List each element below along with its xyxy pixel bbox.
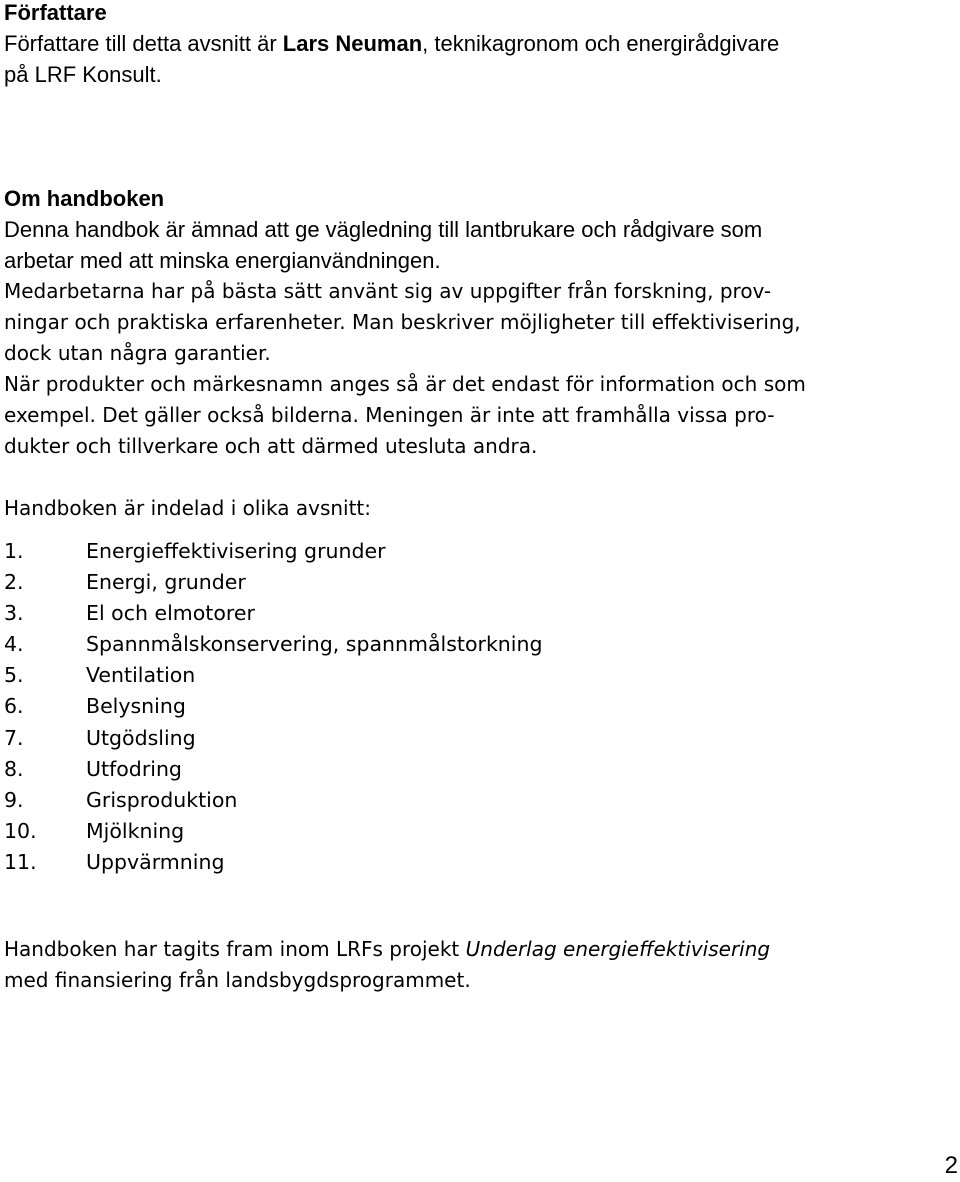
sections-list	[4, 536, 543, 878]
page-number: 2	[944, 1152, 958, 1179]
about-heading: Om handboken	[4, 186, 165, 211]
list-item-number: 10.	[4, 818, 37, 843]
list-item-title: Belysning	[86, 694, 186, 719]
author-line-1-prefix: Författare till detta avsnitt är	[4, 31, 283, 56]
footer-note-line-1	[4, 934, 904, 965]
about-line: arbetar med att minska energianvändningen.	[4, 248, 441, 273]
list-item-title: Spannmålskonservering, spannmålstorkning	[86, 632, 543, 657]
list-item-title: Energieffektivisering grunder	[86, 539, 386, 563]
footer-note	[4, 934, 904, 996]
list-item-number: 9.	[4, 787, 24, 812]
about-line: dukter och tillverkare och att därmed utesluta andra.	[4, 434, 538, 458]
list-item-number: 8.	[4, 756, 24, 781]
list-item-number: 11.	[4, 849, 37, 874]
list-item-title: Mjölkning	[86, 818, 185, 843]
sections-intro	[4, 493, 904, 524]
list-item-title: El och elmotorer	[86, 601, 255, 626]
list-item	[4, 816, 185, 847]
list-item	[4, 567, 246, 598]
list-item-title: Utfodring	[86, 756, 182, 781]
list-item-number: 6.	[4, 694, 24, 719]
footer-note-line-2: med finansiering från landsbygdsprogrammet.	[4, 968, 471, 992]
about-line: Medarbetarna har på bästa sätt använt sig av uppgifter från forskning, prov-	[4, 279, 772, 303]
about-line: Denna handbok är ämnad att ge vägledning till lantbrukare och rådgivare som	[4, 217, 763, 242]
author-section	[4, 0, 904, 90]
list-item	[4, 785, 238, 816]
list-item	[4, 660, 196, 691]
footer-note-prefix: Handboken har tagits fram inom LRFs projekt	[4, 937, 466, 961]
author-line-1	[4, 28, 904, 59]
about-line: När produkter och märkesnamn anges så är det endast för information och som	[4, 372, 806, 396]
list-item	[4, 691, 186, 722]
about-line: ningar och praktiska erfarenheter. Man beskriver möjligheter till effektivisering,	[4, 310, 801, 334]
list-item-number: 7.	[4, 725, 24, 750]
sections-intro-text: Handboken är indelad i olika avsnitt:	[4, 496, 372, 520]
author-heading: Författare	[4, 0, 107, 25]
list-item-title: Energi, grunder	[86, 570, 246, 595]
list-item	[4, 847, 225, 878]
about-line: dock utan några garantier.	[4, 341, 271, 365]
list-item-number: 4.	[4, 632, 24, 657]
list-item-title: Ventilation	[86, 663, 196, 688]
list-item	[4, 598, 255, 629]
list-item-number: 3.	[4, 601, 24, 626]
list-item-number: 1.	[4, 539, 24, 563]
about-line: exempel. Det gäller också bilderna. Meningen är inte att framhålla vissa pro-	[4, 403, 775, 427]
list-item	[4, 754, 182, 785]
author-name: Lars Neuman	[282, 31, 423, 56]
list-item-title: Grisproduktion	[86, 787, 238, 812]
author-line-2: på LRF Konsult.	[4, 62, 162, 87]
project-name: Underlag energieffektivisering	[465, 937, 771, 961]
list-item-title: Uppvärmning	[86, 849, 225, 874]
list-item-number: 5.	[4, 663, 24, 688]
author-line-1-suffix: , teknikagronom och energirådgivare	[422, 31, 780, 56]
list-item-title: Utgödsling	[86, 725, 196, 750]
about-section	[4, 183, 904, 462]
list-item	[4, 723, 196, 754]
list-item	[4, 536, 386, 567]
list-item-number: 2.	[4, 570, 24, 595]
list-item	[4, 629, 543, 660]
